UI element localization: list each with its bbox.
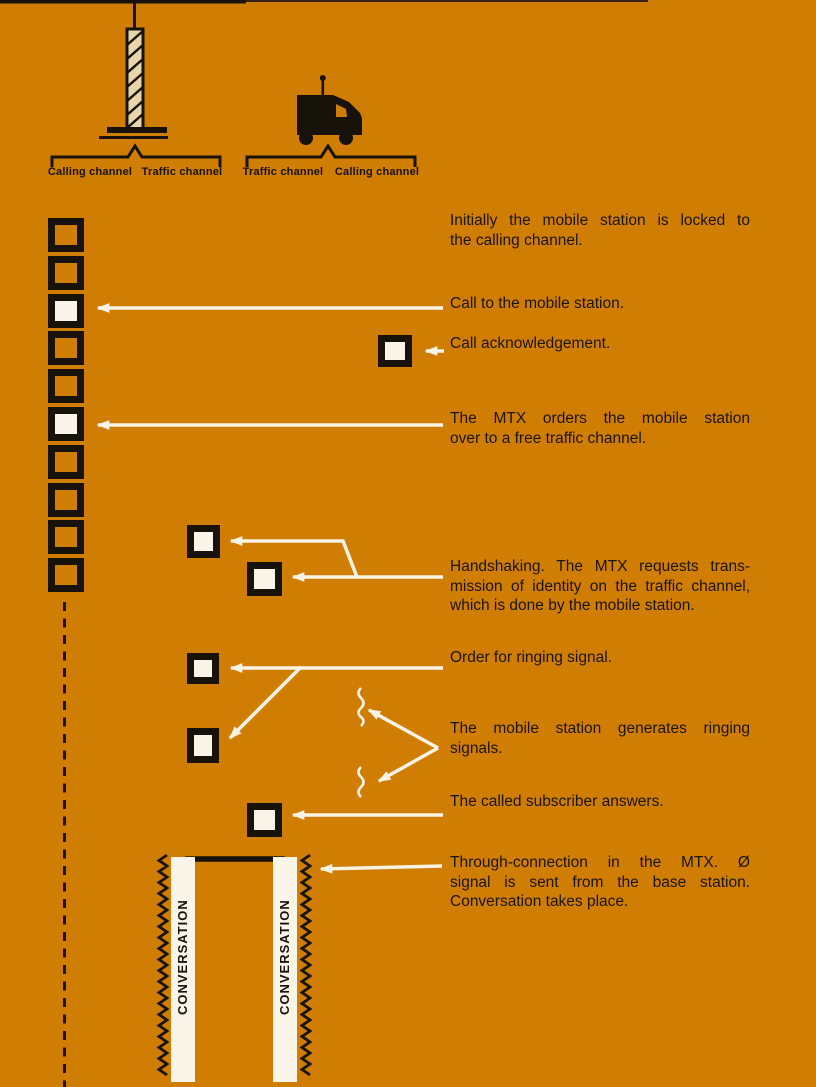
mobile-traffic-channel-label: Traffic channel: [242, 166, 324, 178]
page-top-edge-line-thick: [0, 0, 246, 4]
step-line: Through-connection in the MTX. Ø: [450, 854, 750, 871]
signal-square-ringing-generated: [187, 728, 219, 763]
conversation-bar-base: [171, 857, 195, 1082]
antenna-mast-icon: [99, 1, 168, 139]
step-line: Call to the mobile station.: [450, 295, 625, 312]
step-line: Order for ringing signal.: [450, 649, 612, 666]
signal-square-handshake-mobile: [247, 562, 282, 596]
step-line: over to a free traffic channel.: [450, 429, 647, 447]
truck-icon: [297, 75, 362, 145]
mobile-calling-channel-label: Calling channel: [334, 166, 420, 178]
step-line: signal is sent from the base station.: [450, 873, 750, 891]
step-line: Initially the mobile station is locked to: [450, 212, 750, 229]
conversation-bar-mobile: [273, 857, 297, 1082]
ringing-squiggle-upper: [359, 688, 364, 726]
channel-slot-empty: [48, 256, 84, 290]
channel-slot-empty: [48, 331, 84, 365]
channel-slot-empty: [48, 520, 84, 554]
step-text-locked: [450, 211, 750, 250]
signal-square-order-ringing: [187, 653, 219, 684]
arrow-through-connection: [321, 866, 442, 869]
conversation-zigzag-left: [159, 855, 167, 1075]
arrow-ringing-square: [230, 667, 301, 738]
signal-square-handshake-base: [187, 525, 220, 558]
conversation-connect-bracket: [188, 859, 282, 877]
channel-slot-empty: [48, 483, 84, 517]
base-calling-channel-label: Calling channel: [47, 166, 133, 178]
step-text-handshaking: [450, 557, 750, 616]
signal-square-call-acknowledgement: [378, 335, 412, 367]
step-text-call: [450, 294, 750, 314]
channel-slot-empty: [48, 445, 84, 479]
arrow-ringing-lower: [379, 748, 438, 781]
step-line: Handshaking. The MTX requests trans-: [450, 558, 750, 575]
step-line: The MTX orders the mobile station: [450, 410, 750, 427]
step-text-through-connection: [450, 853, 750, 912]
step-line: Call acknowledgement.: [450, 335, 611, 352]
channel-slot-signal: [48, 294, 84, 328]
step-line: the calling channel.: [450, 231, 583, 249]
step-text-mtx-orders: [450, 409, 750, 448]
channel-slot-empty: [48, 558, 84, 592]
conversation-label: CONVERSATION: [175, 899, 190, 1015]
base-station-channel-bracket: [52, 146, 220, 167]
step-line: signals.: [450, 739, 503, 757]
ringing-squiggle-lower: [359, 767, 364, 797]
channel-slot-signal: [48, 407, 84, 441]
step-text-subscriber-answers: [450, 792, 750, 812]
step-text-acknowledgement: [450, 334, 750, 354]
step-line: mission of identity on the traffic channel,: [450, 577, 750, 595]
arrow-ringing-upper: [369, 710, 438, 748]
step-line: The mobile station generates ringing: [450, 720, 750, 737]
step-text-order-ringing: [450, 648, 750, 668]
base-traffic-channel-label: Traffic channel: [141, 166, 223, 178]
step-text-ringing-signals: [450, 719, 750, 758]
channel-slot-empty: [48, 218, 84, 252]
step-line: The called subscriber answers.: [450, 793, 664, 810]
conversation-zigzag-right: [302, 855, 310, 1075]
step-line: Conversation takes place.: [450, 893, 629, 910]
channel-slot-empty: [48, 369, 84, 403]
mobile-station-channel-bracket: [247, 146, 415, 167]
signal-square-subscriber-answer: [247, 803, 282, 837]
conversation-label: CONVERSATION: [277, 899, 292, 1015]
step-line: which is done by the mobile station.: [450, 597, 695, 614]
page-top-edge-line: [0, 0, 648, 2]
